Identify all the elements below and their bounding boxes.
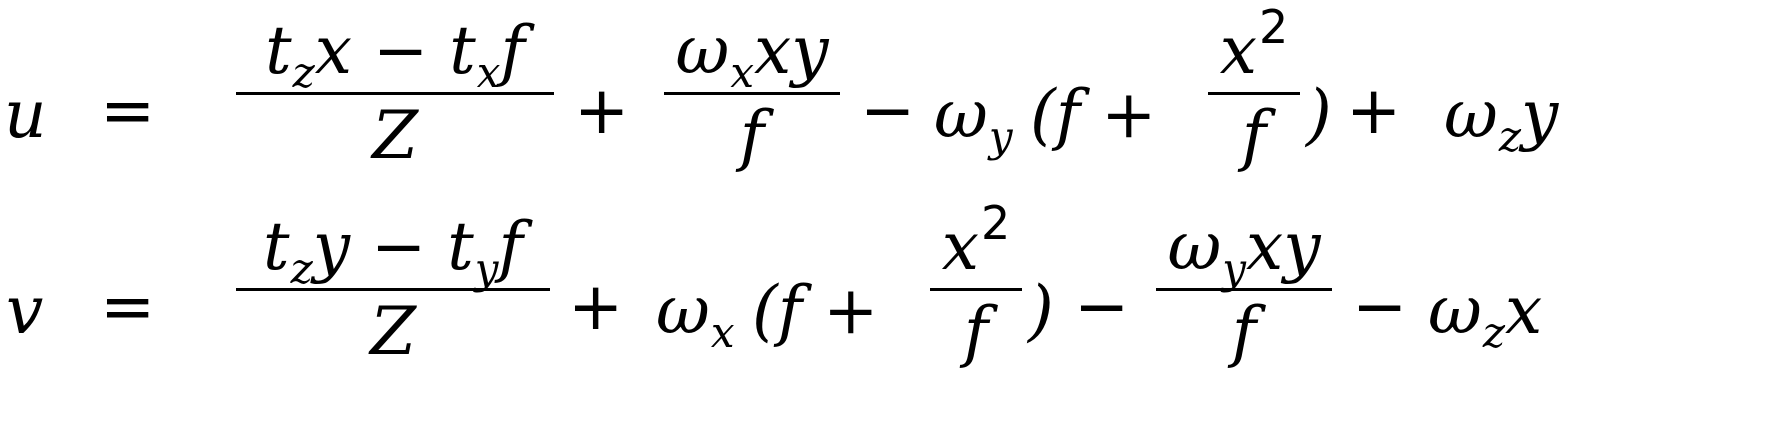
minus-sign: −: [1352, 268, 1408, 345]
fraction-translation-u: [236, 12, 554, 174]
paren-open-group: (f +: [752, 272, 879, 349]
fraction-bar: [236, 92, 554, 95]
fraction-omega-y-v: [1156, 208, 1332, 370]
numerator: $t_zx - t_xf$: [265, 12, 525, 97]
denominator: Z: [370, 293, 416, 370]
numerator: $\omega_yxy$: [1167, 208, 1321, 293]
plus-sign: +: [1346, 72, 1402, 149]
omega-z-term: $\omega_zx$: [1428, 272, 1543, 357]
omega-z-term: $\omega_zy$: [1444, 76, 1559, 161]
lhs-v: v: [6, 272, 44, 349]
fraction-translation-v: [236, 208, 550, 370]
paren-open-group: (f +: [1030, 76, 1157, 153]
equals-sign: =: [100, 72, 156, 149]
fraction-bar: [1208, 92, 1300, 95]
denominator: f: [1241, 97, 1267, 174]
fraction-omega-x-u: [664, 12, 840, 174]
fraction-bar: [236, 288, 550, 291]
numerator: $x^2$: [941, 196, 1011, 285]
omega-y-term: $\omega_y$: [934, 76, 1013, 161]
denominator: f: [739, 97, 765, 174]
numerator: $\omega_xxy$: [675, 12, 829, 97]
plus-sign: +: [568, 268, 624, 345]
paren-close: ): [1028, 272, 1054, 349]
numerator: $x^2$: [1219, 0, 1289, 89]
equation-v: [0, 196, 1766, 432]
equals-sign: =: [100, 268, 156, 345]
fraction-x-squared-v: [930, 196, 1022, 370]
fraction-x-squared-u: [1208, 0, 1300, 174]
fraction-bar: [930, 288, 1022, 291]
numerator: $t_zy - t_yf$: [263, 208, 523, 293]
denominator: f: [1231, 293, 1257, 370]
denominator: f: [963, 293, 989, 370]
paren-close: ): [1306, 76, 1332, 153]
omega-x-term: $\omega_x$: [656, 272, 735, 357]
plus-sign: +: [574, 72, 630, 149]
equation-u: [0, 0, 1766, 208]
minus-sign: −: [1074, 268, 1130, 345]
minus-sign: −: [860, 72, 916, 149]
denominator: Z: [372, 97, 418, 174]
lhs-u: u: [4, 76, 47, 153]
